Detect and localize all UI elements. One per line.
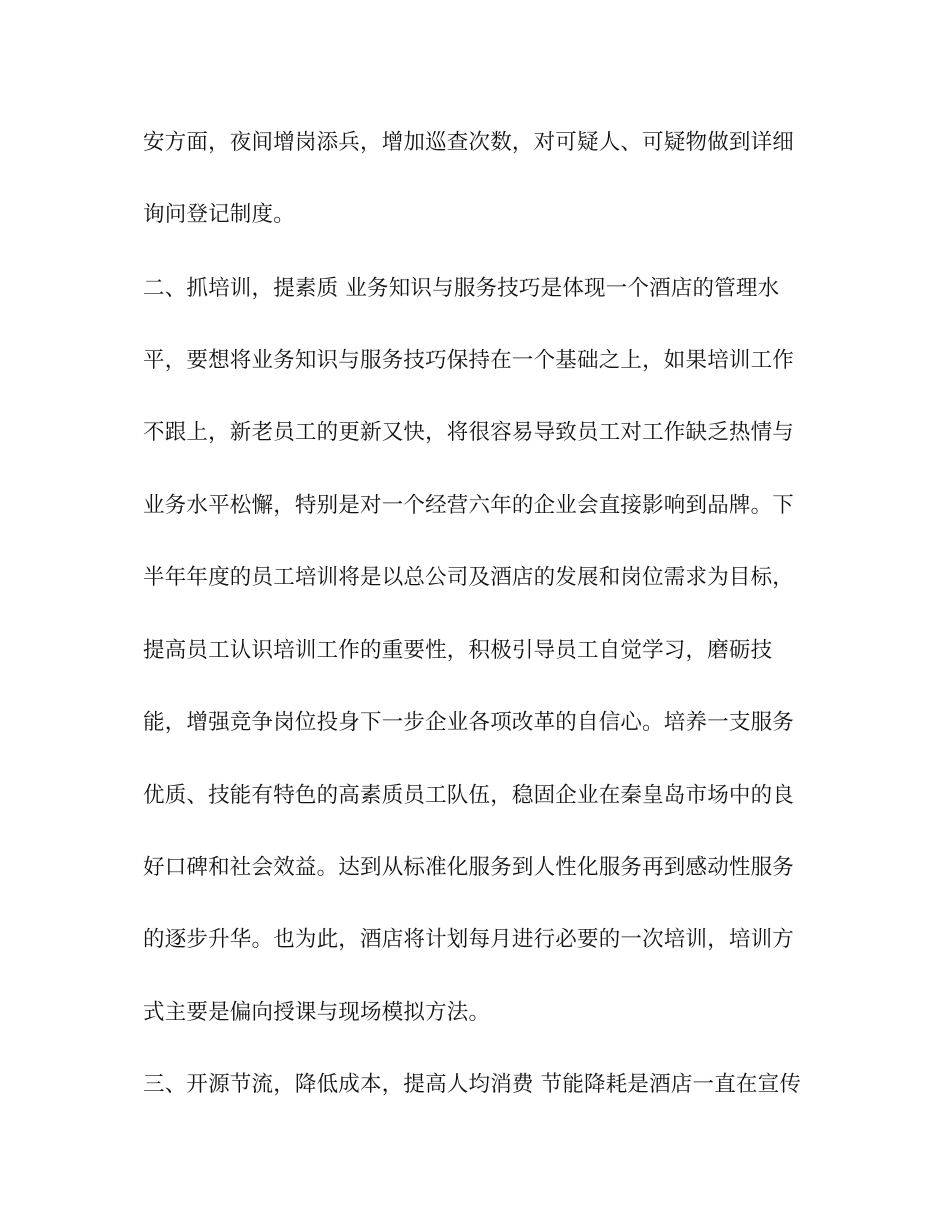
text-line-10: 优质、技能有特色的高素质员工队伍，稳固企业在秦皇岛市场中的良 — [143, 783, 795, 808]
text-line-6: 业务水平松懈，特别是对一个经营六年的企业会直接影响到品牌。下 — [143, 493, 795, 518]
text-line-11: 好口碑和社会效益。达到从标准化服务到人性化服务再到感动性服务 — [143, 855, 795, 880]
text-line-2: 询问登记制度。 — [143, 202, 295, 227]
text-line-1: 安方面，夜间增岗添兵，增加巡查次数，对可疑人、可疑物做到详细 — [143, 130, 795, 155]
text-line-13: 式主要是偏向授课与现场模拟方法。 — [143, 1000, 491, 1025]
text-line-12: 的逐步升华。也为此，酒店将计划每月进行必要的一次培训，培训方 — [143, 927, 795, 952]
text-line-14: 三、开源节流，降低成本，提高人均消费 节能降耗是酒店一直在宣传 — [143, 1072, 802, 1097]
text-line-4: 平，要想将业务知识与服务技巧保持在一个基础之上，如果培训工作 — [143, 348, 795, 373]
text-line-8: 提高员工认识培训工作的重要性，积极引导员工自觉学习，磨砺技 — [143, 638, 773, 663]
text-line-9: 能，增强竞争岗位投身下一步企业各项改革的自信心。培养一支服务 — [143, 710, 795, 735]
text-line-5: 不跟上，新老员工的更新又快，将很容易导致员工对工作缺乏热情与 — [143, 420, 795, 445]
text-line-7: 半年年度的员工培训将是以总公司及酒店的发展和岗位需求为目标， — [143, 565, 795, 590]
text-line-3: 二、抓培训，提素质 业务知识与服务技巧是体现一个酒店的管理水 — [143, 276, 780, 301]
